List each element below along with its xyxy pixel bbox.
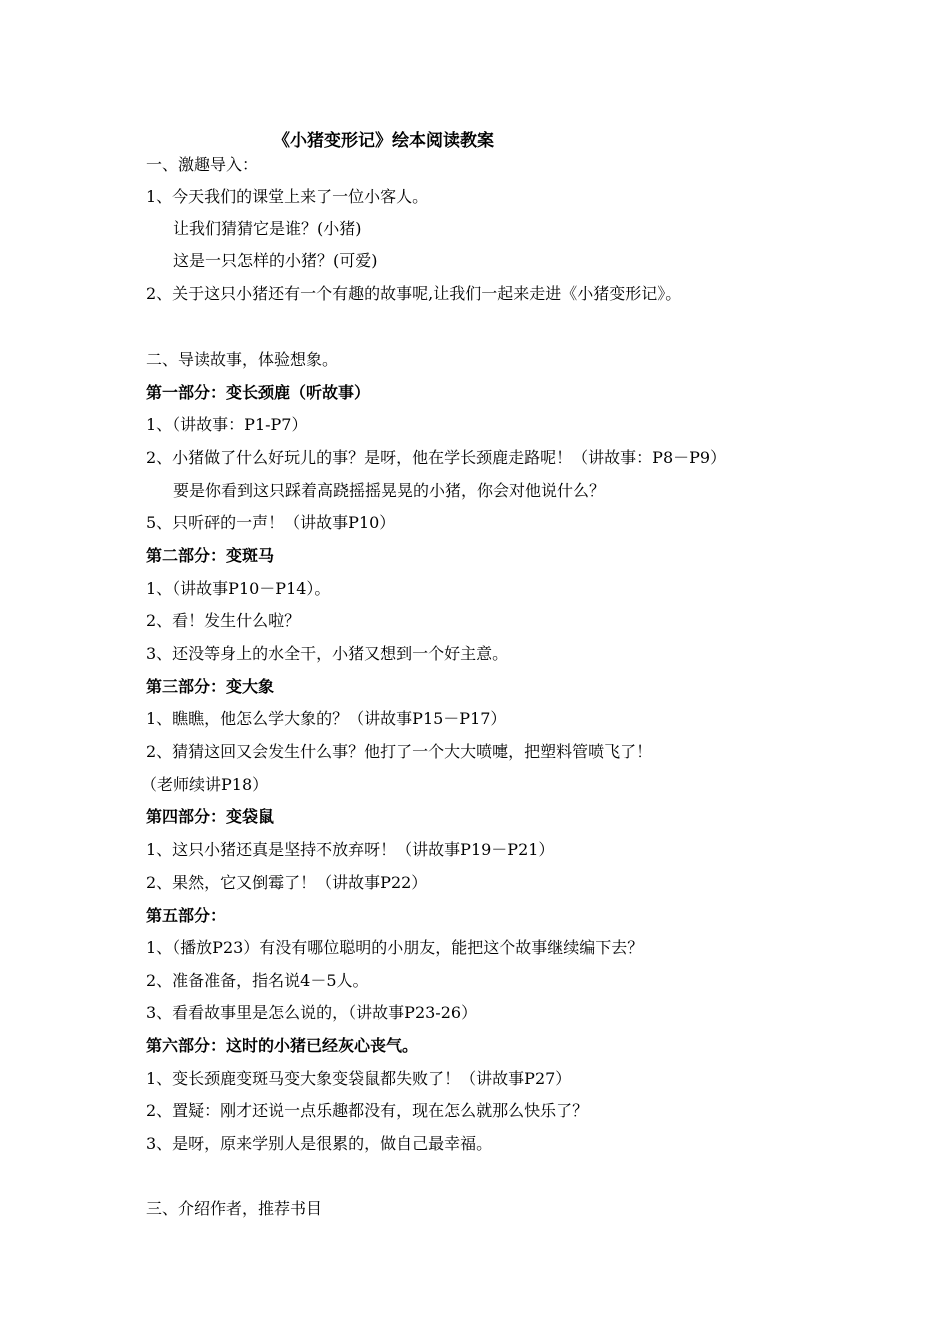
text-line: 2、关于这只小猪还有一个有趣的故事呢,让我们一起来走进《小猪变形记》。 bbox=[146, 284, 682, 303]
text-line: 1、今天我们的课堂上来了一位小客人。 bbox=[146, 187, 429, 206]
text-line: 2、果然，它又倒霉了！（讲故事P22） bbox=[146, 873, 428, 892]
text-line: 3、是呀，原来学别人是很累的，做自己最幸福。 bbox=[146, 1134, 493, 1153]
section-heading-2: 二、导读故事，体验想象。 bbox=[146, 350, 339, 369]
section-heading-1: 一、激趣导入： bbox=[146, 155, 259, 174]
part-heading-3: 第三部分：变大象 bbox=[146, 677, 275, 696]
text-line: 3、看看故事里是怎么说的，（讲故事P23-26） bbox=[146, 1003, 478, 1022]
text-line: 5、只听砰的一声！（讲故事P10） bbox=[146, 513, 396, 532]
text-line: 让我们猜猜它是谁？(小猪) bbox=[173, 219, 362, 238]
text-line: （老师续讲P18） bbox=[141, 775, 269, 794]
part-heading-4: 第四部分：变袋鼠 bbox=[146, 807, 275, 826]
part-heading-5: 第五部分： bbox=[146, 906, 227, 925]
text-line: 这是一只怎样的小猪？(可爱) bbox=[173, 251, 378, 270]
text-line: 2、看！发生什么啦？ bbox=[146, 611, 301, 630]
text-line: 3、还没等身上的水全干，小猪又想到一个好主意。 bbox=[146, 644, 509, 663]
text-line: 2、小猪做了什么好玩儿的事？是呀，他在学长颈鹿走路呢！（讲故事：P8－P9） bbox=[146, 448, 727, 467]
text-line: 1、变长颈鹿变斑马变大象变袋鼠都失败了！（讲故事P27） bbox=[146, 1069, 572, 1088]
text-line: 2、猜猜这回又会发生什么事？他打了一个大大喷嚏，把塑料管喷飞了！ bbox=[146, 742, 653, 761]
document-title: 《小猪变形记》绘本阅读教案 bbox=[273, 131, 494, 151]
part-heading-2: 第二部分：变斑马 bbox=[146, 546, 275, 565]
part-heading-1: 第一部分：变长颈鹿（听故事） bbox=[146, 383, 371, 402]
text-line: 1、（讲故事P10－P14）。 bbox=[146, 579, 331, 598]
text-line: 要是你看到这只踩着高跷摇摇晃晃的小猪，你会对他说什么？ bbox=[173, 481, 606, 500]
text-line: 1、瞧瞧，他怎么学大象的？（讲故事P15－P17） bbox=[146, 709, 507, 728]
text-line: 1、（讲故事：P1-P7） bbox=[146, 415, 308, 434]
text-line: 2、准备准备，指名说4－5人。 bbox=[146, 971, 369, 990]
part-heading-6: 第六部分：这时的小猪已经灰心丧气。 bbox=[146, 1036, 419, 1055]
text-line: 1、这只小猪还真是坚持不放弃呀！（讲故事P19－P21） bbox=[146, 840, 555, 859]
section-heading-3: 三、介绍作者，推荐书目 bbox=[146, 1199, 323, 1218]
text-line: 2、置疑：刚才还说一点乐趣都没有，现在怎么就那么快乐了？ bbox=[146, 1101, 589, 1120]
text-line: 1、（播放P23）有没有哪位聪明的小朋友，能把这个故事继续编下去？ bbox=[146, 938, 644, 957]
